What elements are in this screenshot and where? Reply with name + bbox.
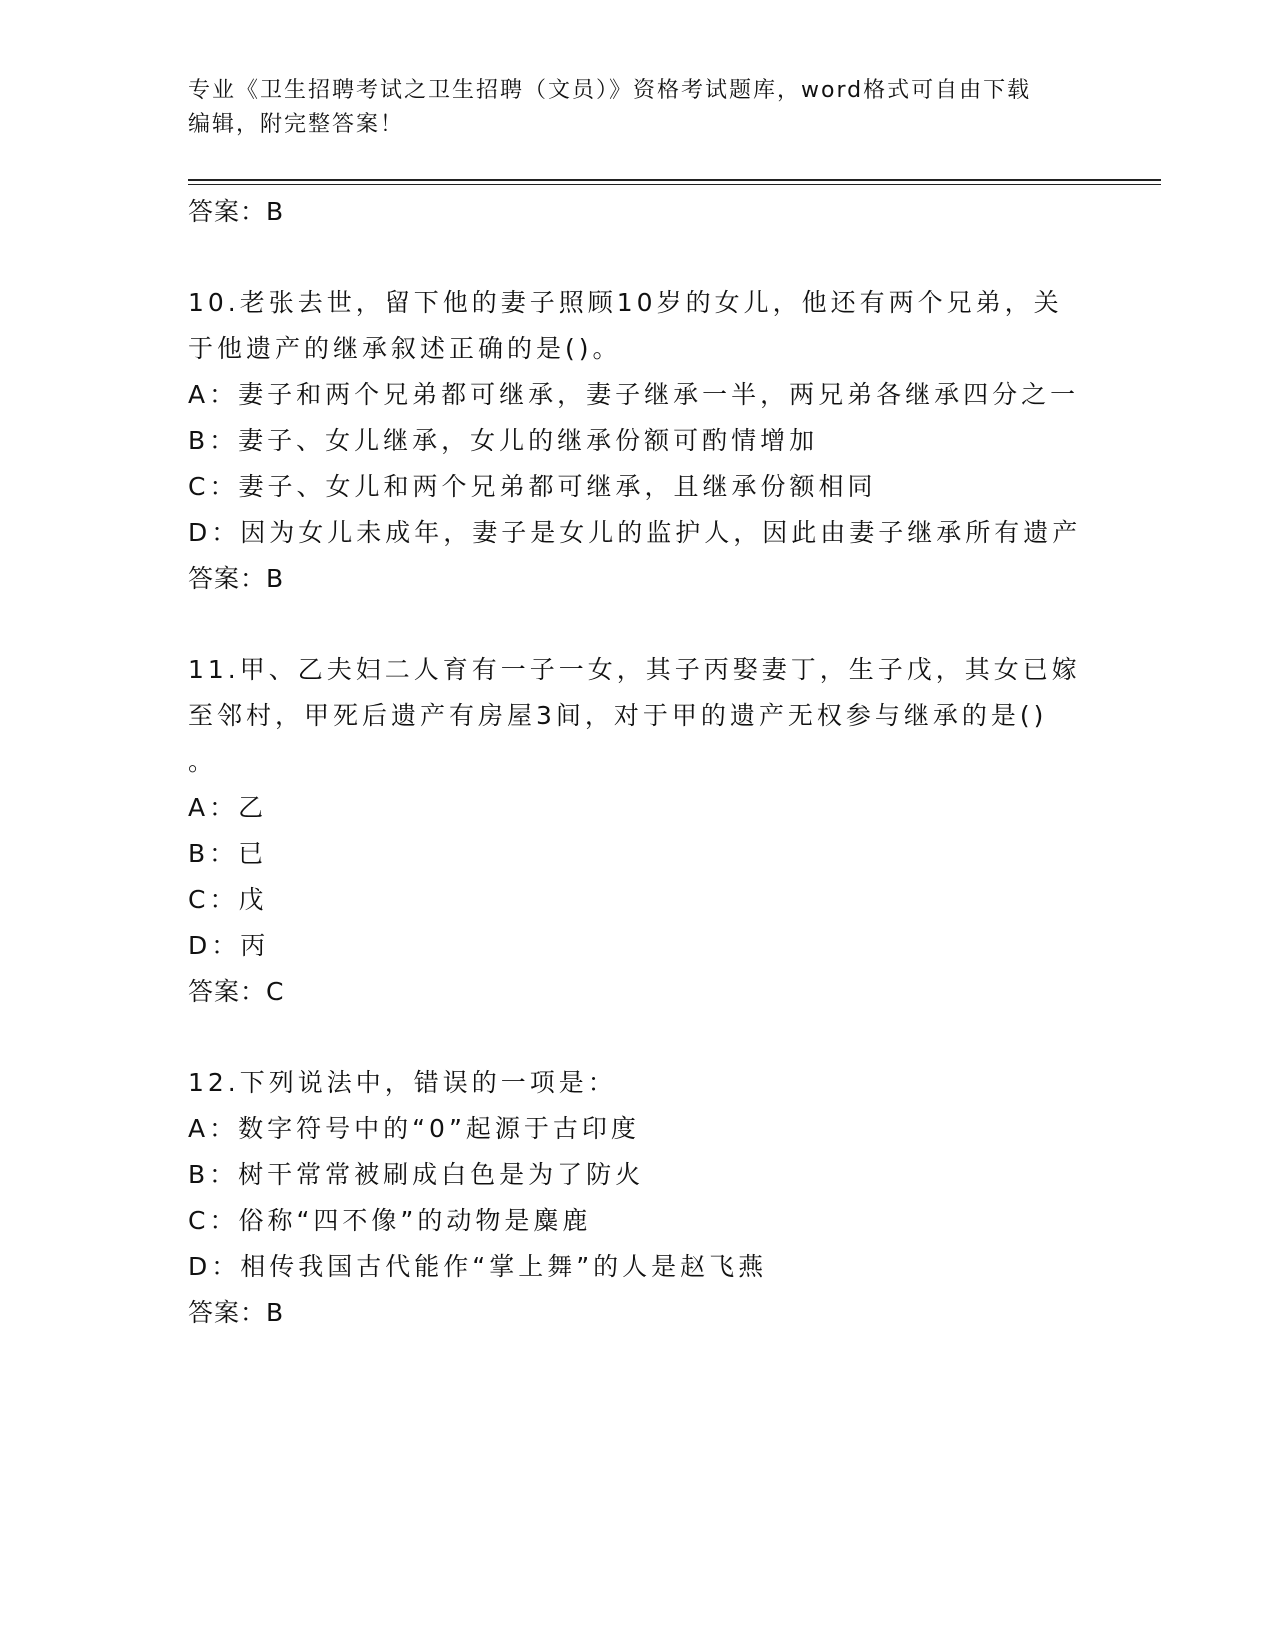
question-12 [188, 1060, 1088, 1336]
option-d: D：相传我国古代能作“掌上舞”的人是赵飞燕 [188, 1252, 768, 1281]
option-a: A：乙 [188, 793, 268, 822]
option-b: B：已 [188, 839, 268, 868]
header-line-1: 专业《卫生招聘考试之卫生招聘（文员）》资格考试题库，word格式可自由下载 [188, 78, 1032, 103]
question-stem-line: 11.甲、乙夫妇二人育有一子一女，其子丙娶妻丁，生子戊，其女已嫁 [188, 655, 1081, 684]
answer: 答案：C [188, 977, 285, 1006]
header-divider-thick [188, 179, 1161, 181]
question-stem-line: 。 [188, 747, 218, 776]
question-list [188, 189, 1088, 1336]
spacer [188, 602, 1088, 647]
question-10 [188, 280, 1088, 602]
previous-answer: 答案：B [188, 197, 285, 226]
question-stem-line: 10.老张去世，留下他的妻子照顾10岁的女儿，他还有两个兄弟，关 [188, 288, 1063, 317]
option-a: A：数字符号中的“0”起源于古印度 [188, 1114, 640, 1143]
option-c: C：妻子、女儿和两个兄弟都可继承，且继承份额相同 [188, 472, 877, 501]
option-b: B：树干常常被刷成白色是为了防火 [188, 1160, 645, 1189]
option-a: A：妻子和两个兄弟都可继承，妻子继承一半，两兄弟各继承四分之一 [188, 380, 1080, 409]
answer: 答案：B [188, 564, 285, 593]
header-line-2: 编辑，附完整答案！ [188, 112, 405, 137]
spacer [188, 235, 1088, 280]
question-11 [188, 647, 1088, 1015]
question-stem-line: 12.下列说法中，错误的一项是： [188, 1068, 617, 1097]
option-c: C：俗称“四不像”的动物是麋鹿 [188, 1206, 592, 1235]
spacer [188, 1015, 1088, 1060]
question-stem-line: 至邻村，甲死后遗产有房屋3间，对于甲的遗产无权参与继承的是() [188, 701, 1048, 730]
option-d: D：因为女儿未成年，妻子是女儿的监护人，因此由妻子继承所有遗产 [188, 518, 1082, 547]
option-c: C：戊 [188, 885, 268, 914]
option-d: D：丙 [188, 931, 270, 960]
header-divider-thin [188, 184, 1161, 185]
option-b: B：妻子、女儿继承，女儿的继承份额可酌情增加 [188, 426, 819, 455]
document-header [188, 74, 1088, 142]
answer: 答案：B [188, 1298, 285, 1327]
question-stem-line: 于他遗产的继承叙述正确的是()。 [188, 334, 622, 363]
